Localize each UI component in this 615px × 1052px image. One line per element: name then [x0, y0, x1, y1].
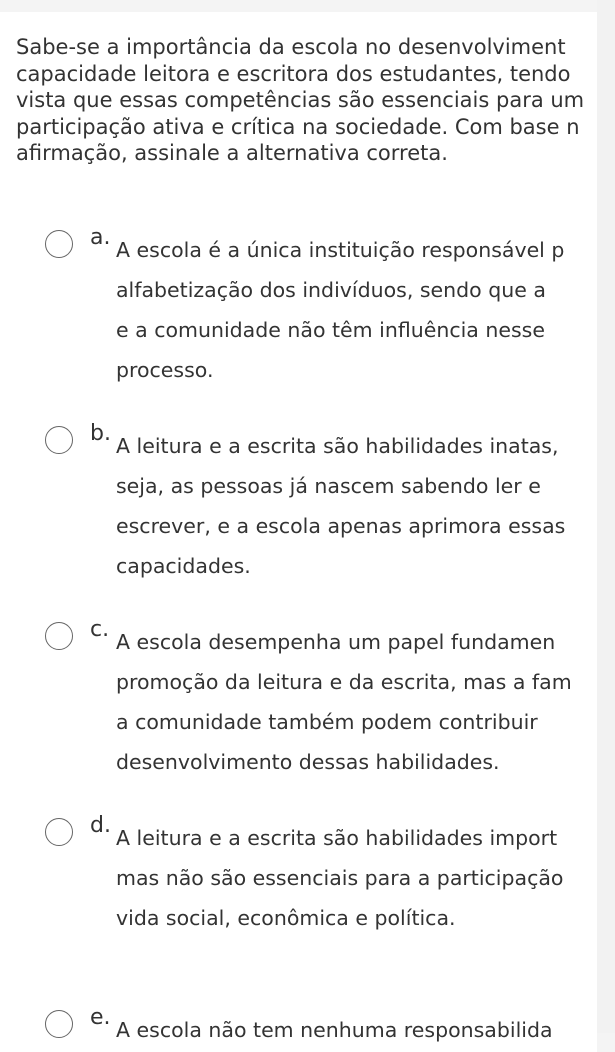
option-letter-e: e.	[90, 1005, 111, 1030]
radio-button-b[interactable]	[45, 426, 73, 454]
option-text-c: A escola desempenha um papel fundamen promoção da leitura e da escrita, mas a fam a comunidade também podem contribuir desenvolvimento dessas habilidades.	[116, 630, 572, 774]
radio-button-a[interactable]	[45, 230, 73, 258]
option-letter-b: b.	[90, 421, 111, 446]
option-letter-c: c.	[90, 617, 110, 642]
radio-button-c[interactable]	[45, 622, 73, 650]
radio-button-e[interactable]	[45, 1010, 73, 1038]
option-letter-a: a.	[90, 225, 111, 250]
option-text-a: A escola é a única instituição responsável p alfabetização dos indivíduos, sendo que a e a comunidade não têm influência nesse processo.	[116, 238, 565, 382]
option-letter-d: d.	[90, 813, 111, 838]
option-text-b: A leitura e a escrita são habilidades inatas, seja, as pessoas já nascem sabendo ler e escrever, e a escola apenas aprimora essas capacidades.	[116, 434, 566, 578]
question-text: Sabe-se a importância da escola no desenvolviment capacidade leitora e escritora dos estudantes, tendo vista que essas competências são essenciais para um participação ativa e crítica na sociedade. Com base n afirmação, assinale a alternativa correta.	[16, 35, 585, 165]
option-text-e: A escola não tem nenhuma responsabilida	[116, 1018, 553, 1042]
page-gutter	[597, 0, 615, 1033]
option-text-d: A leitura e a escrita são habilidades import mas não são essenciais para a participação vida social, econômica e política.	[116, 826, 564, 930]
question-card	[0, 12, 597, 1052]
radio-button-d[interactable]	[45, 818, 73, 846]
